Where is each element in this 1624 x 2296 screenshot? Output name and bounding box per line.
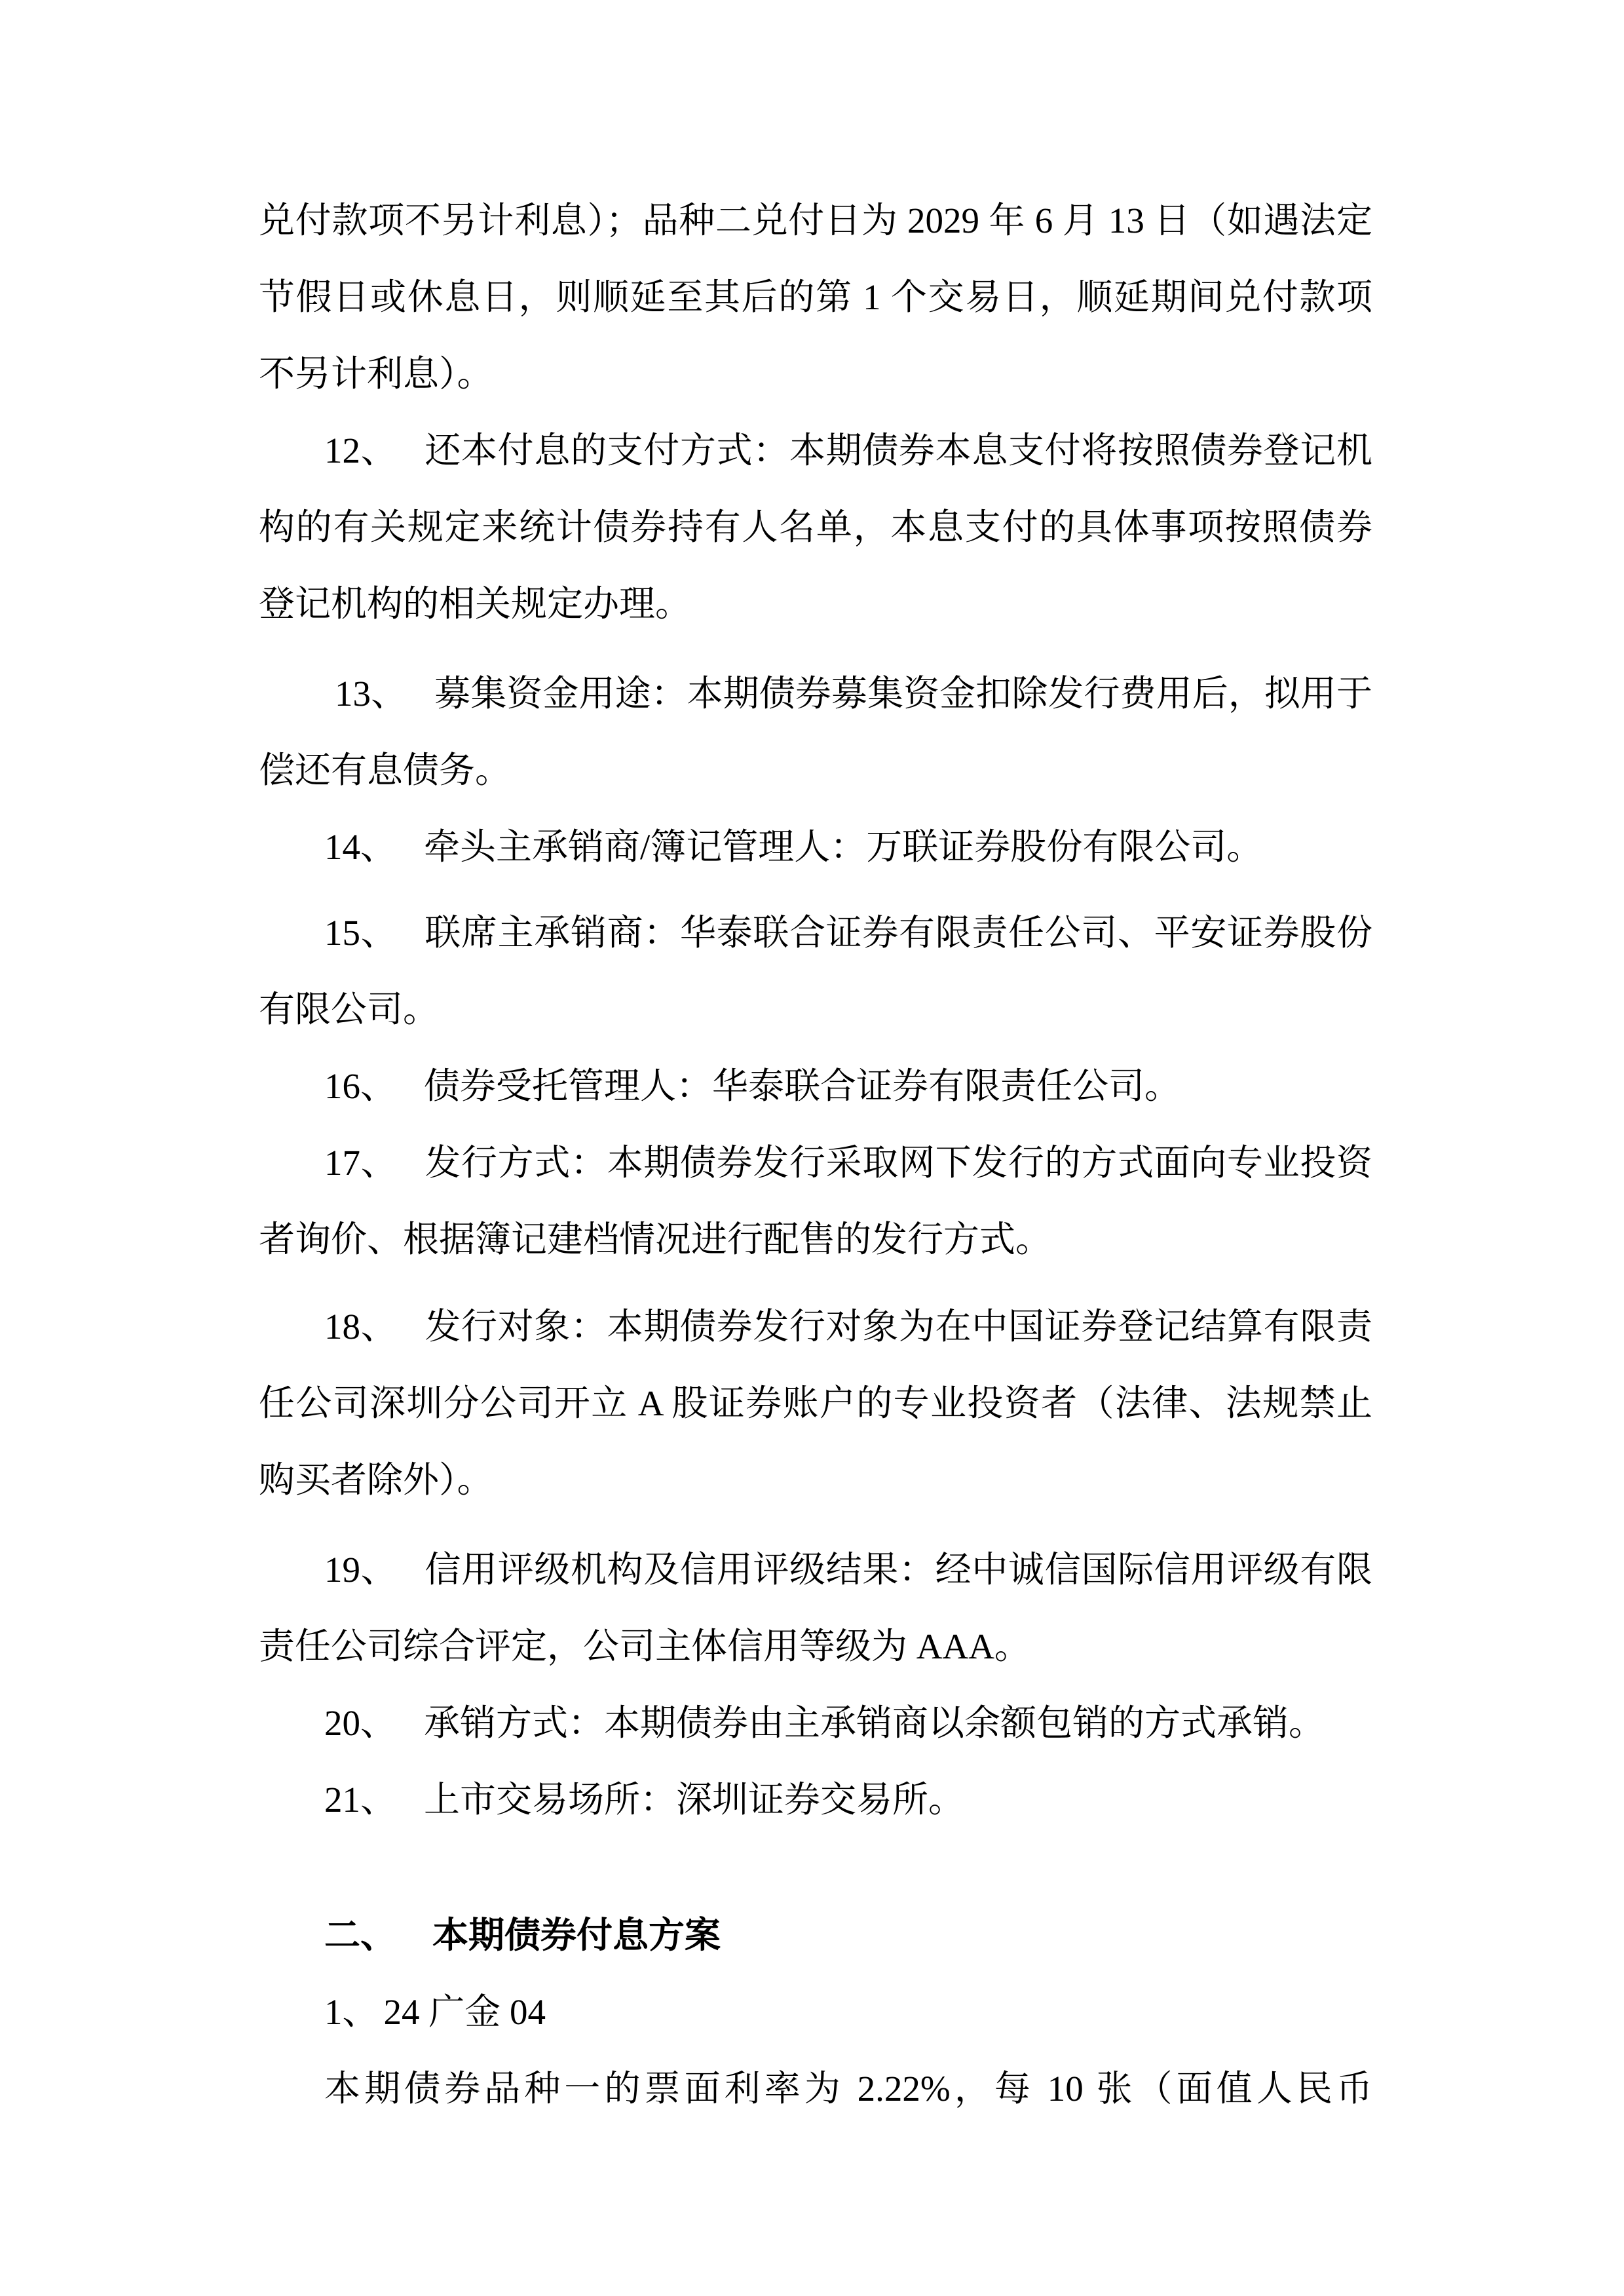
paragraph-text: 24 广金 04 [383, 1992, 546, 2032]
paragraph-text: 本期债券品种一的票面利率为 2.22%，每 10 张（面值人民币 [324, 2069, 1372, 2109]
list-item-18 [259, 1288, 1372, 1518]
list-item-19 [259, 1531, 1372, 1685]
list-item-1-bond-name [259, 1974, 1372, 2050]
list-marker: 18、 [324, 1307, 398, 1347]
section-marker: 二、 [324, 1915, 397, 1955]
list-marker: 1、 [324, 1992, 379, 2032]
list-item-13 [259, 655, 1372, 809]
list-marker: 14、 [324, 827, 397, 867]
paragraph-coupon-rate [259, 2050, 1372, 2127]
paragraph-text: 兑付款项不另计利息）；品种二兑付日为 2029 年 6 月 13 日（如遇法定节假日或休息日，则顺延至其后的第 1 个交易日，顺延期间兑付款项不另计利息）。 [259, 201, 1372, 394]
paragraph-text: 上市交易场所：深圳证券交易所。 [424, 1780, 965, 1820]
list-marker: 17、 [324, 1143, 398, 1183]
document-content [259, 182, 1372, 2127]
paragraph-text: 发行方式：本期债券发行采取网下发行的方式面向专业投资者询价、根据簿记建档情况进行配售的发行方式。 [259, 1143, 1372, 1259]
list-marker: 13、 [335, 674, 407, 714]
list-marker: 19、 [324, 1550, 398, 1590]
paragraph-redemption-continuation [259, 182, 1372, 412]
list-marker: 15、 [324, 913, 398, 953]
list-item-12 [259, 412, 1372, 642]
list-item-14 [259, 809, 1372, 885]
paragraph-text: 债券受托管理人：华泰联合证券有限责任公司。 [424, 1066, 1181, 1106]
paragraph-text: 牵头主承销商/簿记管理人：万联证券股份有限公司。 [424, 827, 1263, 867]
section-heading-text: 本期债券付息方案 [432, 1915, 721, 1955]
list-item-15 [259, 894, 1372, 1048]
list-marker: 20、 [324, 1703, 397, 1743]
section-heading [259, 1897, 1372, 1974]
list-item-20 [259, 1685, 1372, 1761]
paragraph-text: 募集资金用途：本期债券募集资金扣除发行费用后，拟用于偿还有息债务。 [259, 674, 1372, 790]
paragraph-text: 承销方式：本期债券由主承销商以余额包销的方式承销。 [424, 1703, 1325, 1743]
list-marker: 12、 [324, 430, 398, 470]
list-marker: 16、 [324, 1066, 397, 1106]
paragraph-text: 联席主承销商：华泰联合证券有限责任公司、平安证券股份有限公司。 [259, 913, 1372, 1029]
paragraph-text: 发行对象：本期债券发行对象为在中国证券登记结算有限责任公司深圳分公司开立 A 股证券账户的专业投资者（法律、法规禁止购买者除外）。 [259, 1307, 1372, 1500]
paragraph-text: 信用评级机构及信用评级结果：经中诚信国际信用评级有限责任公司综合评定，公司主体信用等级为 AAA。 [259, 1550, 1372, 1666]
paragraph-text: 还本付息的支付方式：本期债券本息支付将按照债券登记机构的有关规定来统计债券持有人名单，本息支付的具体事项按照债券登记机构的相关规定办理。 [259, 430, 1372, 624]
list-item-16 [259, 1048, 1372, 1124]
list-item-21 [259, 1761, 1372, 1838]
list-item-17 [259, 1124, 1372, 1278]
list-marker: 21、 [324, 1780, 397, 1820]
